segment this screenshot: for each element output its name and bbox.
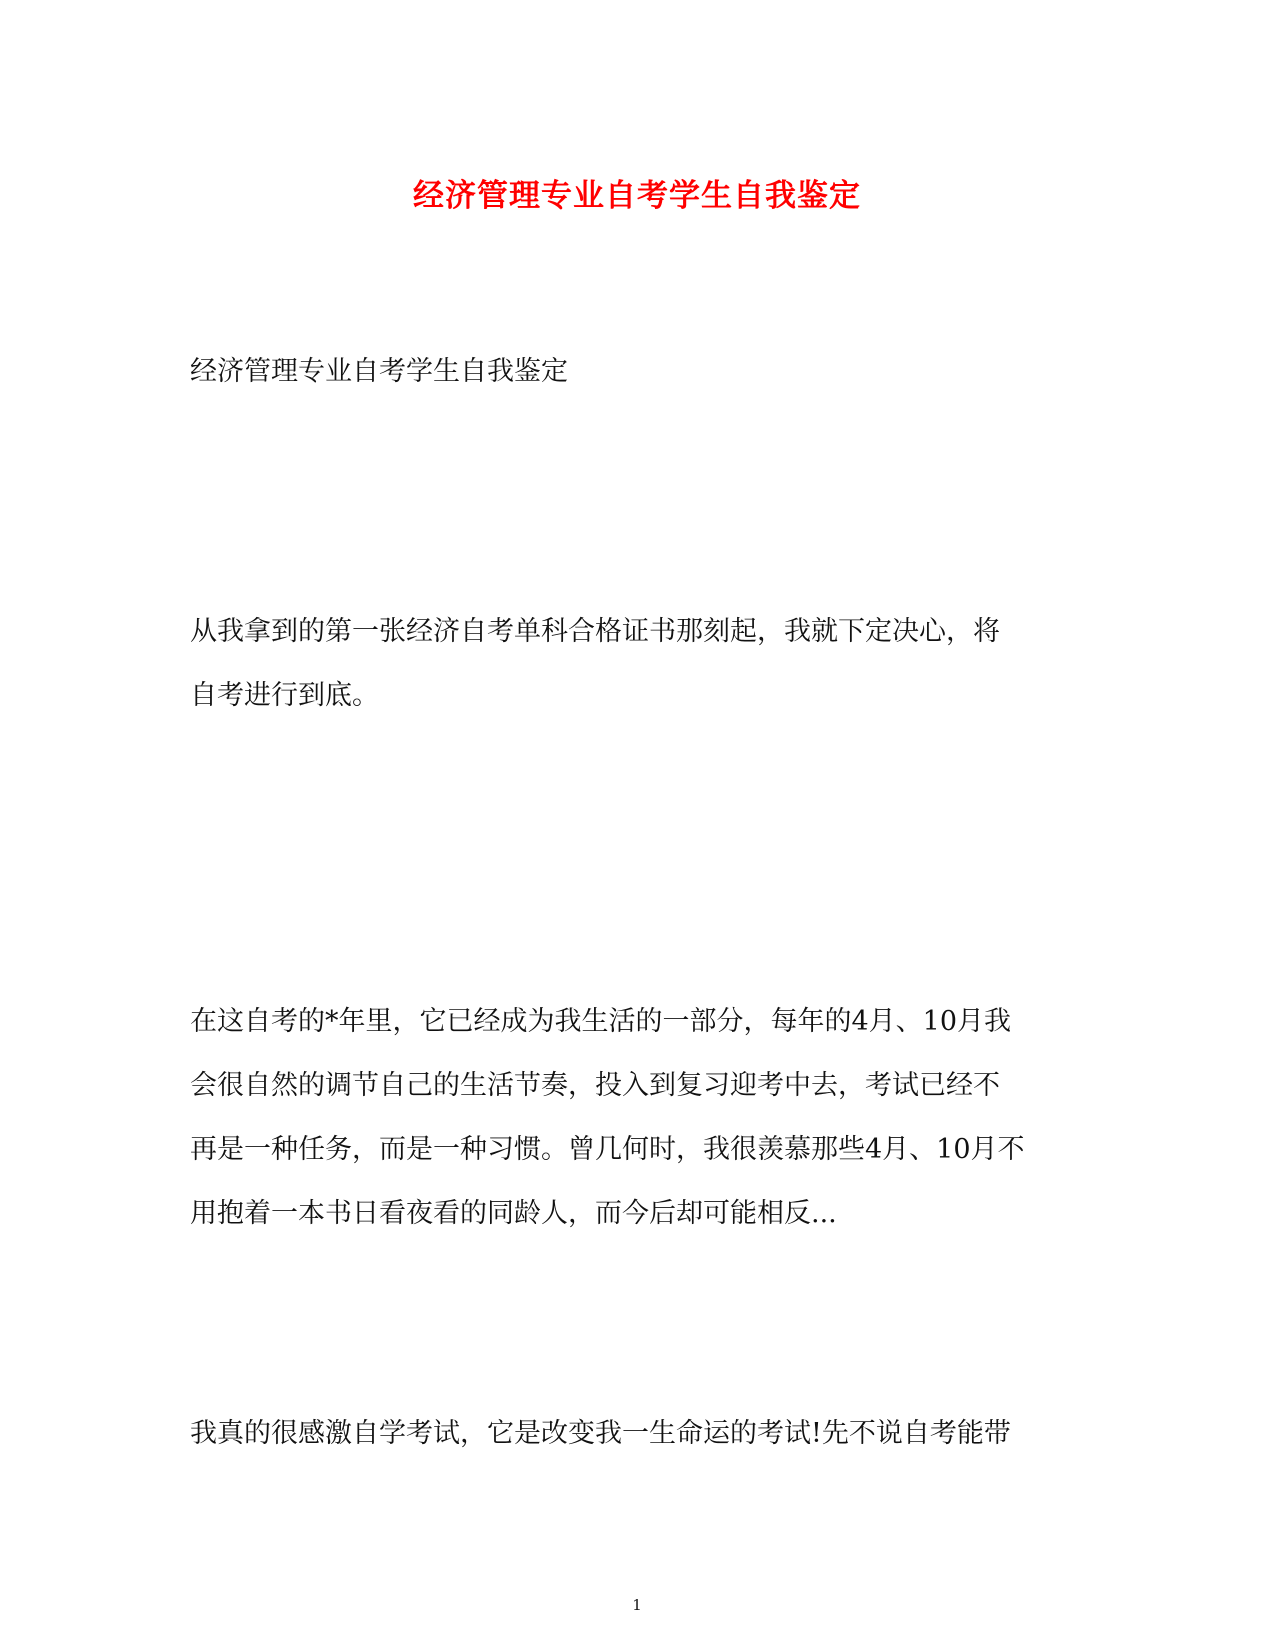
document-title: 经济管理专业自考学生自我鉴定 bbox=[413, 178, 861, 214]
paragraph-3: 我真的很感激自学考试，它是改变我一生命运的考试!先不说自考能带 bbox=[190, 1418, 1011, 1449]
paragraph-2: 在这自考的*年里，它已经成为我生活的一部分，每年的4月、10月我 会很自然的调节自己的生活节奏，投入到复习迎考中去，考试已经不 再是一种任务，而是一种习惯。曾几何时，我很羡慕那些4月、10月不 用抱着一本书日看夜看的同龄人，而今后却可能相反... bbox=[190, 1006, 1025, 1229]
page-number: 1 bbox=[632, 1596, 642, 1614]
paragraph-1: 从我拿到的第一张经济自考单科合格证书那刻起，我就下定决心，将 自考进行到底。 bbox=[190, 616, 1000, 711]
document-subtitle: 经济管理专业自考学生自我鉴定 bbox=[190, 356, 568, 387]
